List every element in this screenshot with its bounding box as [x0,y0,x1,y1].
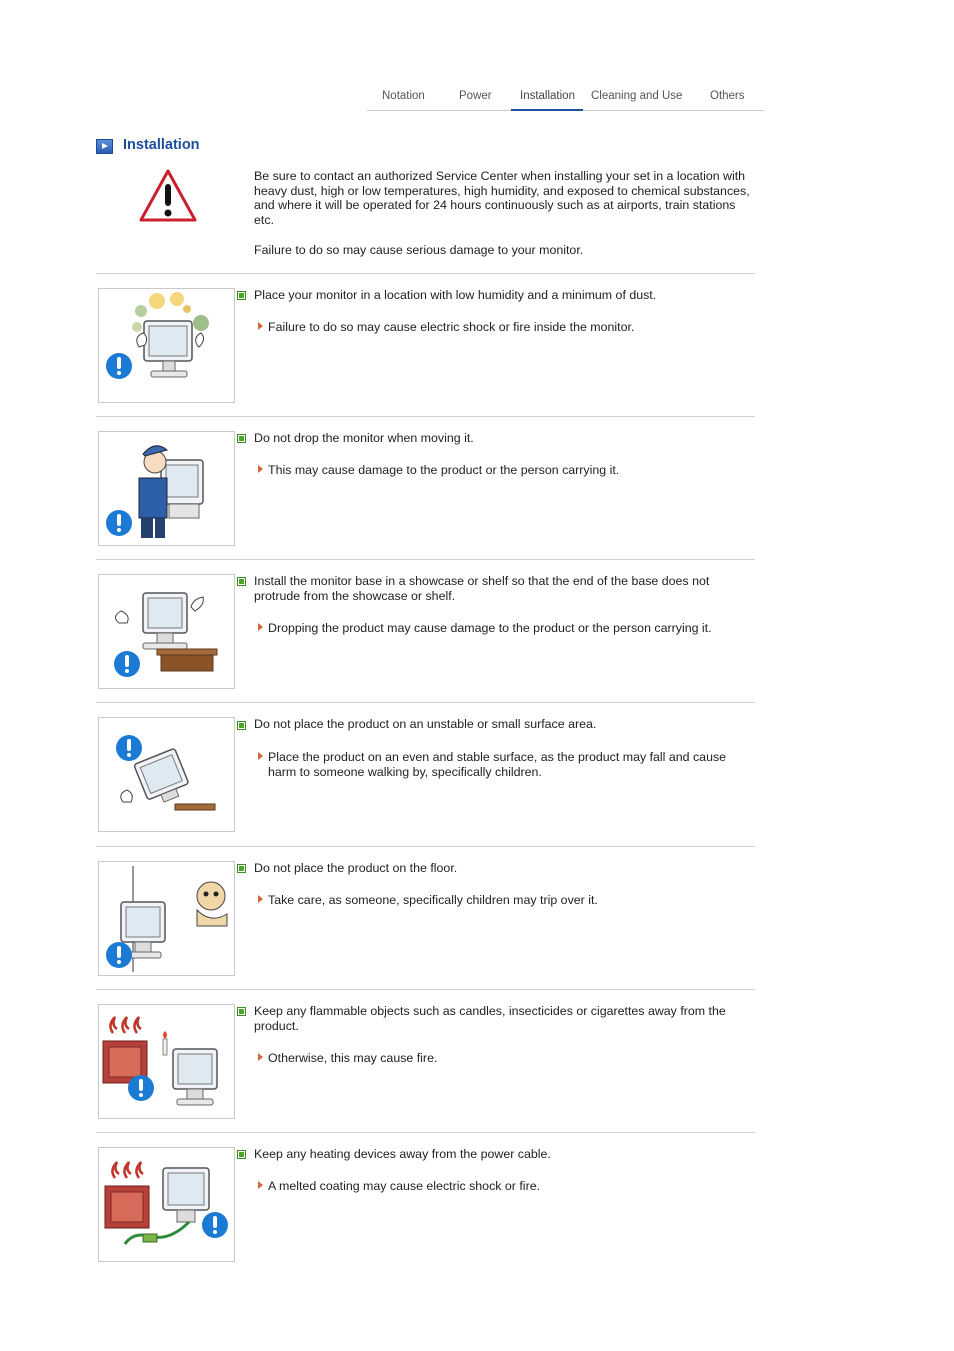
illustration-unstable-surface [98,717,235,832]
orange-arrow-icon [258,623,263,631]
item-main-text: Keep any flammable objects such as candles, insecticides or cigarettes away from the product. [254,1004,726,1033]
caution-circle-icon [105,941,133,969]
caution-circle-icon [201,1211,229,1239]
orange-arrow-icon [258,465,263,473]
divider [96,273,755,274]
item-sub-text: This may cause damage to the product or the person carrying it. [268,463,620,477]
orange-arrow-icon [258,322,263,330]
illustration-heater-near-cable [98,1147,235,1262]
section-title: Installation [123,137,200,153]
item-main-text: Install the monitor base in a showcase or shelf so that the end of the base does not protrude from the showcase or shelf. [254,574,710,603]
green-square-bullet-icon [237,1150,246,1159]
warning-triangle-icon [138,168,198,224]
item-main-text: Keep any heating devices away from the power cable. [254,1147,551,1161]
orange-arrow-icon [258,895,263,903]
illustration-flammable-objects [98,1004,235,1119]
caution-circle-icon [113,650,141,678]
item-sub-text: Take care, as someone, specifically children may trip over it. [268,893,598,907]
caution-circle-icon [127,1074,155,1102]
intro-footer: Failure to do so may cause serious damage to your monitor. [254,243,584,257]
tab-installation[interactable]: Installation [520,90,575,102]
orange-arrow-icon [258,752,263,760]
caution-circle-icon [105,352,133,380]
divider [96,559,755,560]
intro-text: Be sure to contact an authorized Service Center when installing your set in a location with heavy dust, high or low temperatures, high humidity, and exposed to chemical substances, and where it will be operated for 24 hours continuously such as at airports, train stations etc. [254,169,750,228]
green-square-bullet-icon [237,864,246,873]
divider [96,702,755,703]
green-square-bullet-icon [237,291,246,300]
green-square-bullet-icon [237,721,246,730]
item-main-text: Place your monitor in a location with low humidity and a minimum of dust. [254,288,657,302]
item-main-text: Do not place the product on the floor. [254,861,458,875]
tab-bar [367,86,764,111]
caution-circle-icon [115,734,143,762]
orange-arrow-icon [258,1053,263,1061]
item-sub-text: Otherwise, this may cause fire. [268,1051,438,1065]
illustration-monitor-on-shelf [98,574,235,689]
tab-power[interactable]: Power [459,90,492,102]
item-sub-text: Dropping the product may cause damage to the product or the person carrying it. [268,621,712,635]
item-main-text: Do not drop the monitor when moving it. [254,431,474,445]
illustration-carrying-monitor [98,431,235,546]
play-square-icon [96,139,113,154]
tab-others[interactable]: Others [710,90,745,102]
item-sub-text: Place the product on an even and stable surface, as the product may fall and cause harm to someone walking by, specifically children. [268,750,727,779]
tab-cleaning-and-use[interactable]: Cleaning and Use [591,90,683,102]
green-square-bullet-icon [237,577,246,586]
orange-arrow-icon [258,1181,263,1189]
green-square-bullet-icon [237,1007,246,1016]
divider [96,846,755,847]
divider [96,416,755,417]
item-main-text: Do not place the product on an unstable or small surface area. [254,717,597,731]
green-square-bullet-icon [237,434,246,443]
active-tab-indicator [511,109,583,111]
item-sub-text: A melted coating may cause electric shock or fire. [268,1179,541,1193]
divider [96,989,755,990]
illustration-dusty-monitor [98,288,235,403]
caution-circle-icon [105,509,133,537]
divider [96,1132,755,1133]
illustration-monitor-on-floor [98,861,235,976]
item-sub-text: Failure to do so may cause electric shock or fire inside the monitor. [268,320,635,334]
tab-notation[interactable]: Notation [382,90,425,102]
